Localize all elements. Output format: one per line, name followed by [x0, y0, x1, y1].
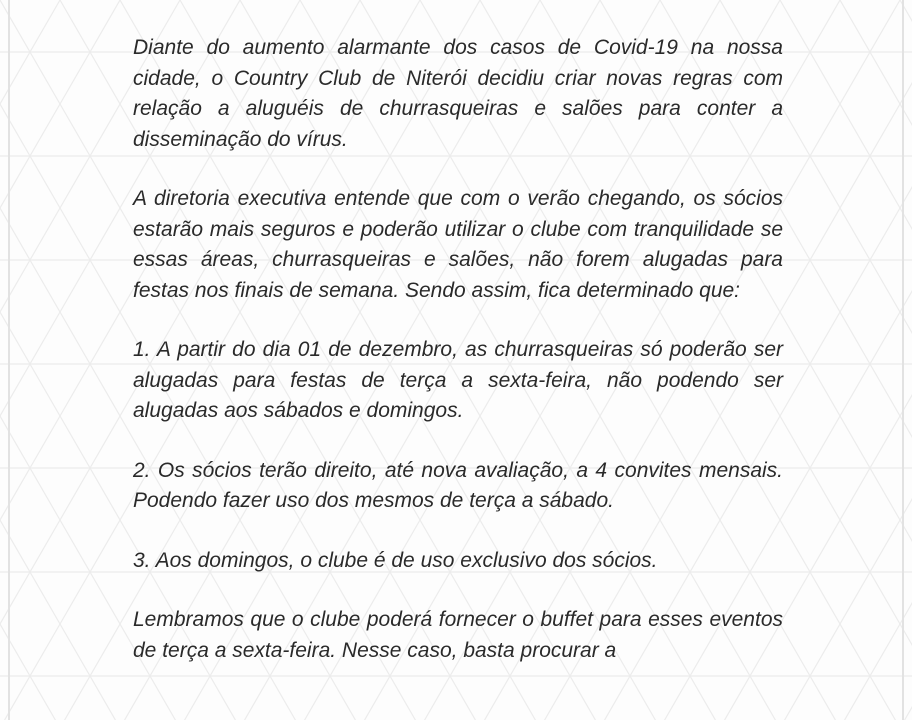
page-right-edge	[902, 0, 904, 720]
paragraph-intro: Diante do aumento alarmante dos casos de Covid-19 na nossa cidade, o Country Club de Niterói decidiu criar novas regras com relação a aluguéis de churrasqueiras e salões para conter a disseminação do vírus.	[133, 36, 783, 151]
rule-item-1: 1. A partir do dia 01 de dezembro, as churrasqueiras só poderão ser alugadas para festas de terça a sexta-feira, não podendo ser alugadas aos sábados e domingos.	[133, 338, 783, 422]
page-left-edge	[8, 0, 10, 720]
document-body	[133, 33, 783, 695]
rule-item-3: 3. Aos domingos, o clube é de uso exclusivo dos sócios.	[133, 548, 658, 572]
paragraph-board-decision: A diretoria executiva entende que com o verão chegando, os sócios estarão mais seguros e poderão utilizar o clube com tranquilidade se essas áreas, churrasqueiras e salões, não forem alugadas para festas nos finais de semana. Sendo assim, fica determinado que:	[133, 187, 783, 302]
rule-item-2: 2. Os sócios terão direito, até nova avaliação, a 4 convites mensais. Podendo fazer uso dos mesmos de terça a sábado.	[133, 458, 783, 512]
paragraph-buffet: Lembramos que o clube poderá fornecer o buffet para esses eventos de terça a sexta-feira. Nesse caso, basta procurar a	[133, 608, 783, 662]
